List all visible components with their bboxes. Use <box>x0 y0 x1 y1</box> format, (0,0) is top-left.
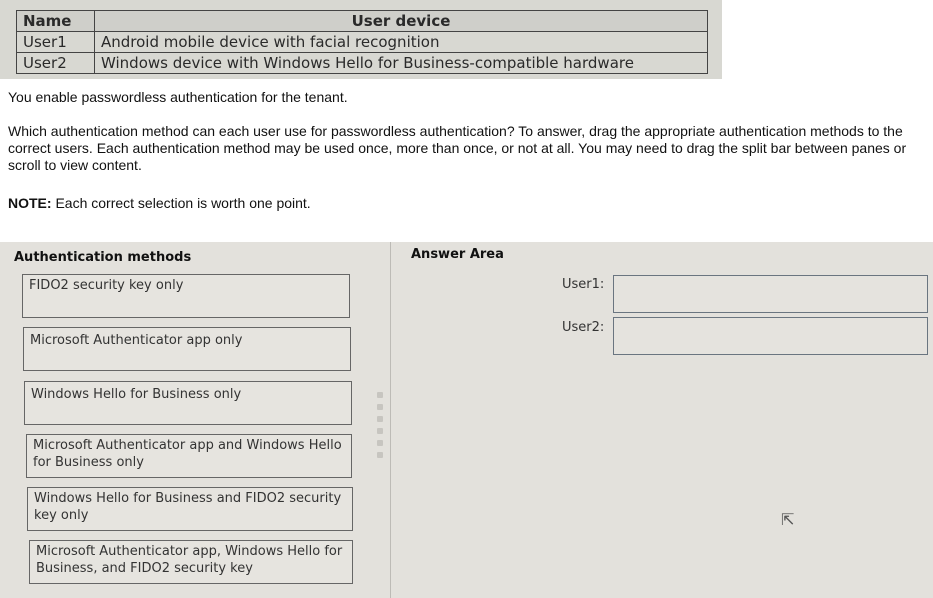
method-whfb[interactable]: Windows Hello for Business only <box>24 381 352 425</box>
question-note <box>8 195 923 212</box>
mouse-cursor-icon: ⇱ <box>781 512 795 529</box>
split-bar[interactable] <box>390 242 391 598</box>
cell-device: Android mobile device with facial recognition <box>95 32 708 53</box>
user1-label: User1: <box>562 277 605 292</box>
splitter-grip-icon[interactable] <box>377 416 383 422</box>
splitter-grip-icon[interactable] <box>377 404 383 410</box>
header-device: User device <box>95 11 708 32</box>
methods-title: Authentication methods <box>14 250 192 265</box>
device-table <box>16 10 708 74</box>
user2-drop-target[interactable] <box>613 317 928 355</box>
method-fido2[interactable]: FIDO2 security key only <box>22 274 350 318</box>
header-name: Name <box>17 11 95 32</box>
method-all-three[interactable]: Microsoft Authenticator app, Windows Hello for Business, and FIDO2 security key <box>29 540 353 584</box>
note-text: Each correct selection is worth one point. <box>51 195 311 211</box>
question-body: Which authentication method can each user use for passwordless authentication? To answer, drag the appropriate authentication methods to the correct users. Each authentication method may be used once, more than once, or not at all. You may need to drag the split bar between panes or scroll to view content. <box>8 123 907 173</box>
note-label: NOTE: <box>8 195 52 211</box>
table-row <box>17 32 708 53</box>
splitter-grip-icon[interactable] <box>377 452 383 458</box>
question-intro: You enable passwordless authentication for the tenant. <box>8 89 348 105</box>
splitter-grip-icon[interactable] <box>377 440 383 446</box>
cell-name: User1 <box>17 32 95 53</box>
splitter-grip-icon[interactable] <box>377 428 383 434</box>
method-authenticator[interactable]: Microsoft Authenticator app only <box>23 327 351 371</box>
user2-label: User2: <box>562 320 605 335</box>
cell-device: Windows device with Windows Hello for Business-compatible hardware <box>95 53 708 74</box>
table-row <box>17 53 708 74</box>
cell-name: User2 <box>17 53 95 74</box>
method-whfb-fido2[interactable]: Windows Hello for Business and FIDO2 security key only <box>27 487 353 531</box>
answer-area-title: Answer Area <box>411 247 504 262</box>
method-authenticator-whfb[interactable]: Microsoft Authenticator app and Windows Hello for Business only <box>26 434 352 478</box>
user1-drop-target[interactable] <box>613 275 928 313</box>
splitter-grip-icon[interactable] <box>377 392 383 398</box>
